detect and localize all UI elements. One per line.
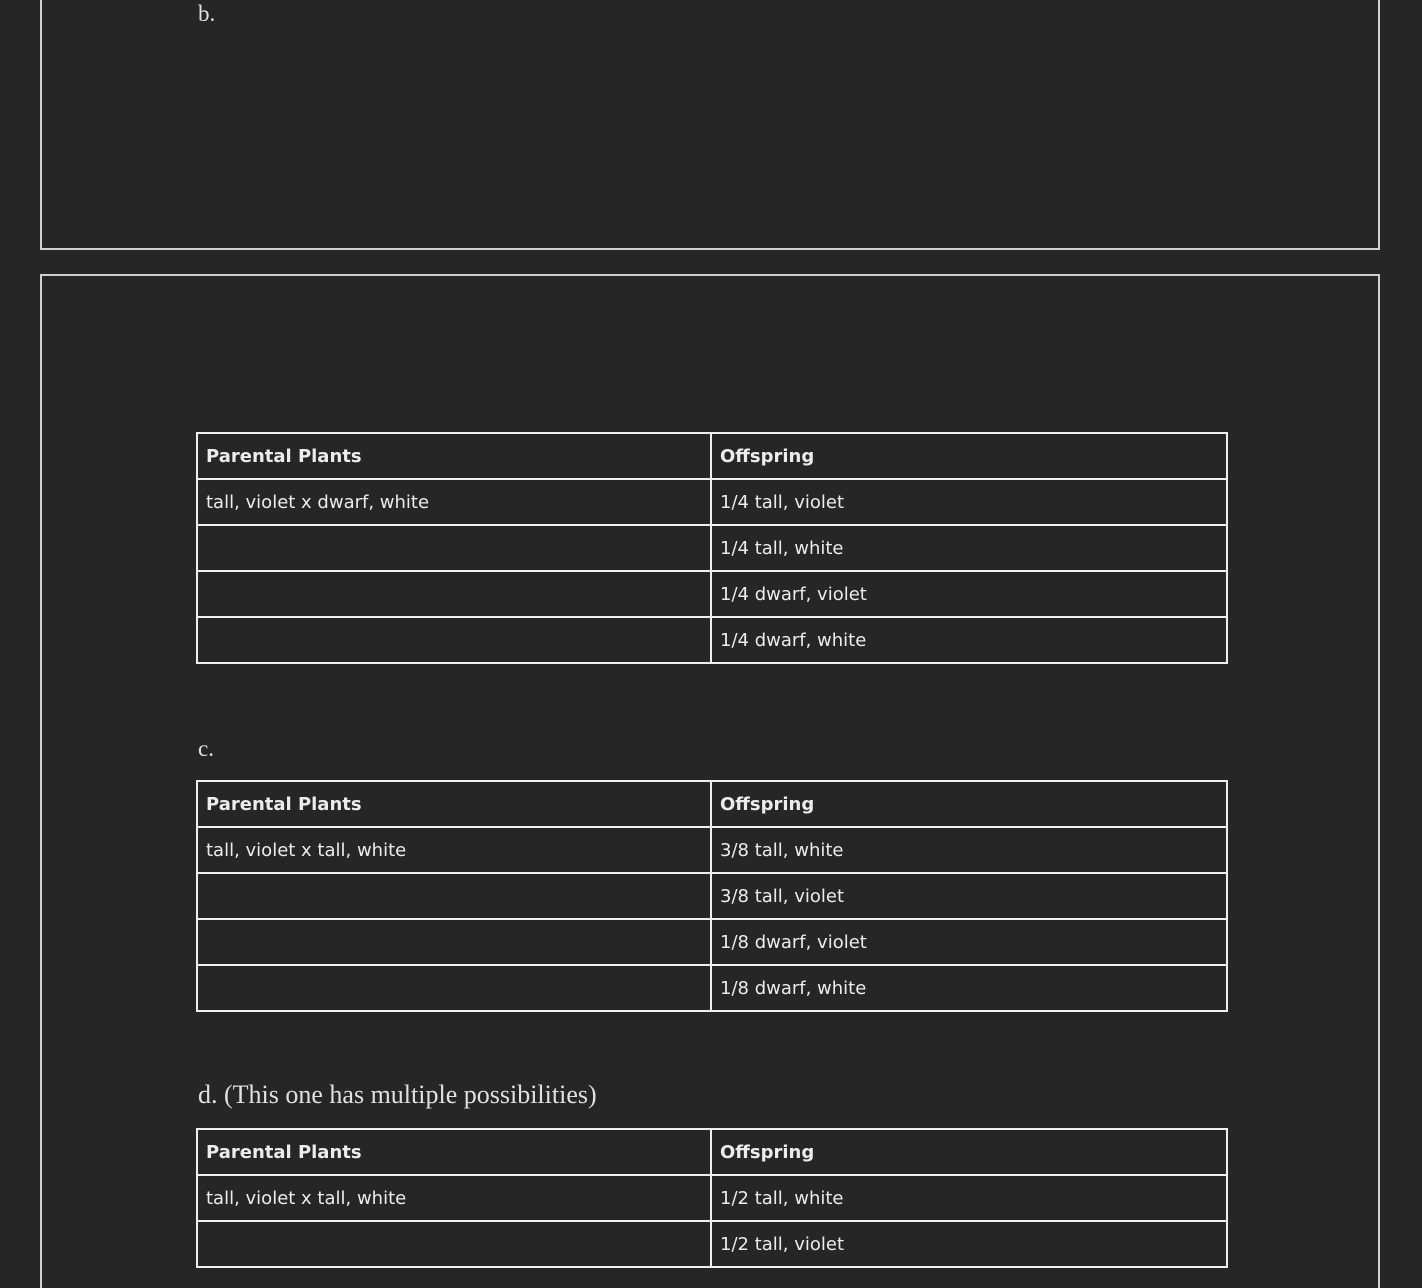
offspring-cell: 3/8 tall, violet [711,873,1227,919]
table-row [197,827,1227,873]
offspring-cell: 3/8 tall, white [711,827,1227,873]
table-header-row [197,781,1227,827]
cross-table-d [196,1128,1228,1268]
parental-cell [197,965,711,1011]
header-offspring: Offspring [711,1129,1227,1175]
parental-cell: tall, violet x tall, white [197,827,711,873]
offspring-cell: 1/4 tall, white [711,525,1227,571]
offspring-cell: 1/2 tall, violet [711,1221,1227,1267]
cross-table-c [196,780,1228,1012]
table-row [197,1175,1227,1221]
header-offspring: Offspring [711,433,1227,479]
offspring-cell: 1/4 tall, violet [711,479,1227,525]
header-parental-plants: Parental Plants [197,1129,711,1175]
offspring-cell: 1/8 dwarf, violet [711,919,1227,965]
page-frame-top [40,0,1380,250]
section-label-b: b. [198,1,216,26]
offspring-cell: 1/2 tall, white [711,1175,1227,1221]
table-row [197,571,1227,617]
table-header-row [197,1129,1227,1175]
offspring-cell: 1/8 dwarf, white [711,965,1227,1011]
offspring-cell: 1/4 dwarf, violet [711,571,1227,617]
table-row [197,873,1227,919]
parental-cell [197,617,711,663]
table-row [197,479,1227,525]
parental-cell: tall, violet x dwarf, white [197,479,711,525]
parental-cell [197,1221,711,1267]
parental-cell [197,873,711,919]
section-label-d: d. (This one has multiple possibilities) [198,1080,597,1109]
header-parental-plants: Parental Plants [197,433,711,479]
table-row [197,919,1227,965]
cross-table-b [196,432,1228,664]
header-offspring: Offspring [711,781,1227,827]
table-row [197,617,1227,663]
parental-cell [197,525,711,571]
offspring-cell: 1/4 dwarf, white [711,617,1227,663]
table-row [197,525,1227,571]
header-parental-plants: Parental Plants [197,781,711,827]
table-row [197,1221,1227,1267]
table-header-row [197,433,1227,479]
parental-cell [197,571,711,617]
parental-cell: tall, violet x tall, white [197,1175,711,1221]
parental-cell [197,919,711,965]
section-label-c: c. [198,736,214,761]
table-row [197,965,1227,1011]
